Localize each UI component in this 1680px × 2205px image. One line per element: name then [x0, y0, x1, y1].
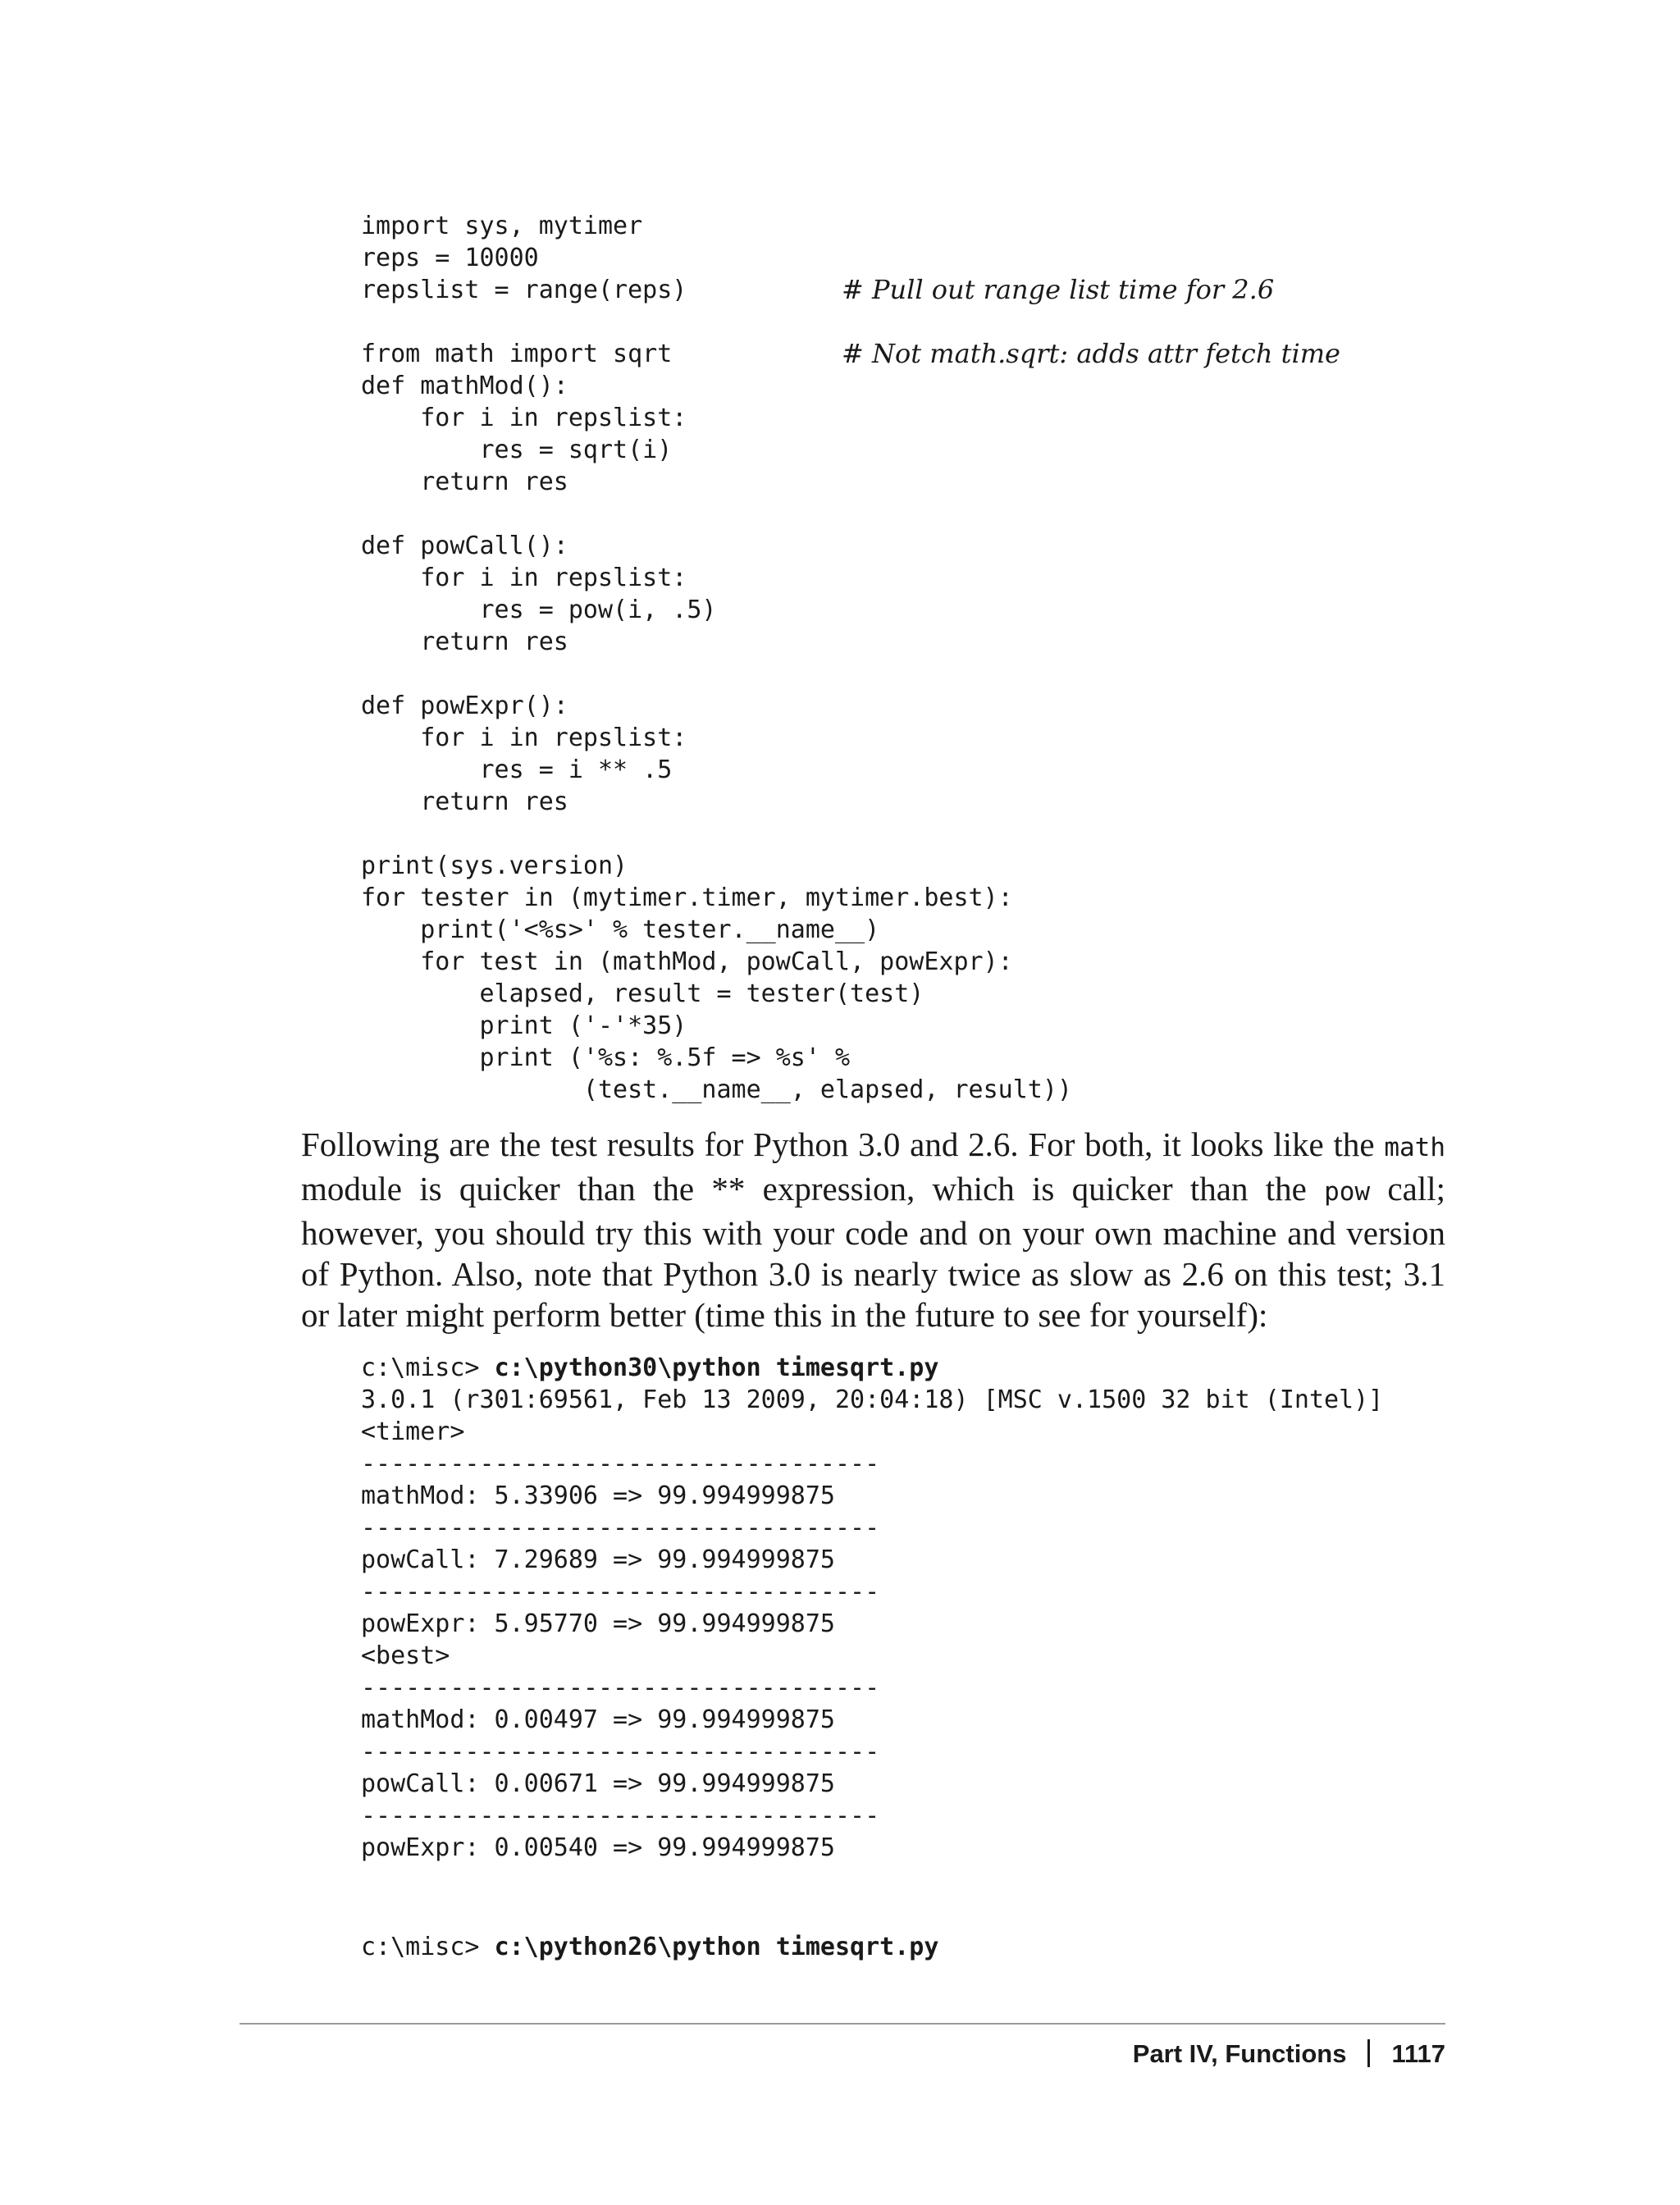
console-prompt: c:\misc>: [361, 1933, 495, 1961]
page-number: 1117: [1391, 2039, 1445, 2068]
footer-separator: [1367, 2039, 1370, 2067]
body-paragraph: [301, 1124, 1445, 1335]
console-command: c:\python26\python timesqrt.py: [494, 1933, 939, 1961]
code-comment-math-sqrt: # Not math.sqrt: adds attr fetch time: [842, 338, 1340, 369]
console-command: c:\python30\python timesqrt.py: [494, 1354, 939, 1382]
console-results: 3.0.1 (r301:69561, Feb 13 2009, 20:04:18) [MSC v.1500 32 bit (Intel)] <timer> ----------------------------------- mathMod: 5.33906 => 99.994999875 ----------------------------------- powCall: 7.29689 => 99.994999875 ----------------------------------- powExpr: 5.95770 => 99.994999875 <best> ----------------------------------- mathMod: 0.00497 => 99.994999875 ----------------------------------- powCall: 0.00671 => 99.994999875 ----------------------------------- powExpr: 0.00540 => 99.994999875: [361, 1386, 1384, 1862]
inline-code-math: math: [1384, 1133, 1445, 1162]
code-listing: import sys, mytimer reps = 10000 repslist = range(reps) from math import sqrt def mathMod(): for i in repslist: res = sqrt(i) return res def powCall(): for i in repslist: res = pow(i, .5) return res def powExpr(): for i in repslist: res = i ** .5 return res print(sys.version) for tester in (mytimer.timer, mytimer.best): print('<%s>' % tester.__name__) for test in (mathMod, powCall, powExpr): elapsed, result = tester(test) print ('-'*35) print ('%s: %.5f => %s' % (test.__name__, elapsed, result)): [361, 212, 1072, 1104]
footer-divider: [240, 2023, 1445, 2025]
code-comment-range-list: # Pull out range list time for 2.6: [842, 274, 1275, 305]
console-prompt: c:\misc>: [361, 1354, 495, 1382]
paragraph-text-2: module is quicker than the ** expression, which is quicker than the: [301, 1170, 1325, 1208]
inline-code-pow: pow: [1324, 1177, 1371, 1207]
paragraph-text-3: call; however, you should try this with your code and on your own machine and version of Python. Also, note that Python 3.0 is nearly twice as slow as 2.6 on this test; 3.1 or later might perform better (time this in the future to see for yourself):: [301, 1170, 1445, 1334]
footer-section-title: Part IV, Functions: [1132, 2039, 1347, 2068]
paragraph-text-1: Following are the test results for Python 3.0 and 2.6. For both, it looks like the: [301, 1125, 1385, 1163]
console-output-python30: [361, 1352, 1383, 1864]
console-output-python26: [361, 1931, 938, 1963]
page-footer: [1133, 2038, 1445, 2070]
